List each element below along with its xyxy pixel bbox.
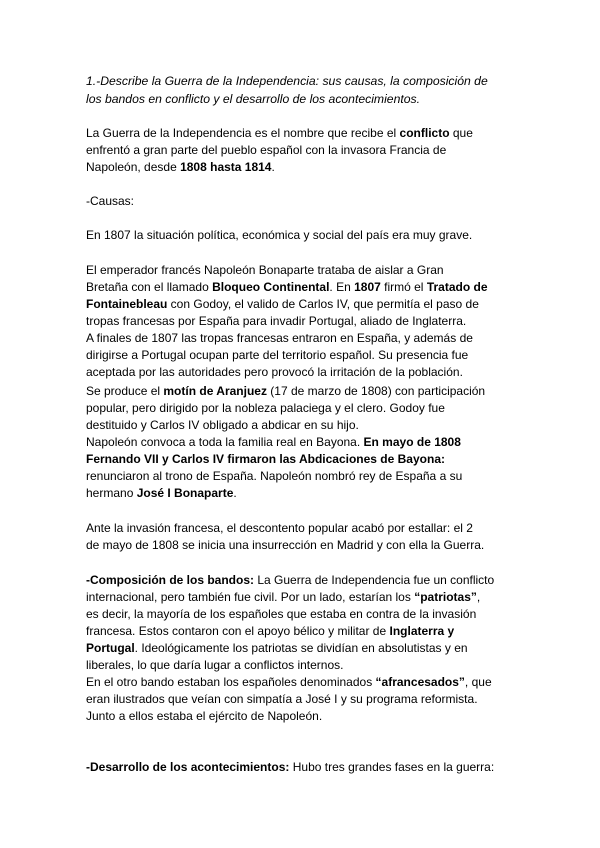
emperor-line-1: El emperador francés Napoleón Bonaparte trataba de aislar a Gran: [86, 263, 444, 277]
bandos-line-7: En el otro bando estaban los españoles denominados “afrancesados”, que: [86, 675, 492, 689]
emperor-line-3: Fontainebleau con Godoy, el valido de Carlos IV, que permitía el paso de: [86, 297, 479, 311]
emperor-line-2: Bretaña con el llamado Bloqueo Continental. En 1807 firmó el Tratado de: [86, 280, 488, 294]
bandos-line-5: Portugal. Ideológicamente los patriotas se dividían en absolutistas y en: [86, 641, 468, 655]
intro-line-2: enfrentó a gran parte del pueblo español con la invasora Francia de: [86, 143, 447, 157]
heading-line-1: 1.-Describe la Guerra de la Independencia: sus causas, la composición de: [86, 74, 488, 88]
emperor-line-13: renunciaron al trono de España. Napoleón nombró rey de España a su: [86, 469, 463, 483]
emperor-line-7: aceptada por las autoridades pero provocó la irritación de la población.: [86, 365, 463, 379]
emperor-line-12: Fernando VII y Carlos IV firmaron las Abdicaciones de Bayona:: [86, 452, 445, 466]
invasion-line-1: Ante la invasión francesa, el descontento popular acabó por estallar: el 2: [86, 521, 473, 535]
emperor-line-6: dirigirse a Portugal ocupan parte del territorio español. Su presencia fue: [86, 348, 469, 362]
heading-line-2: los bandos en conflicto y el desarrollo de los acontecimientos.: [86, 92, 420, 106]
bandos-line-3: es decir, la mayoría de los españoles que estaba en contra de la invasión: [86, 607, 477, 621]
bandos-line-8: eran ilustrados que veían con simpatía a José I y su programa reformista.: [86, 692, 478, 706]
causes-heading: -Causas:: [86, 194, 135, 208]
emperor-line-4: tropas francesas por España para invadir Portugal, aliado de Inglaterra.: [86, 314, 467, 328]
emperor-line-11: Napoleón convoca a toda la familia real en Bayona. En mayo de 1808: [86, 435, 461, 449]
desarrollo-line-1: -Desarrollo de los acontecimientos: Hubo tres grandes fases en la guerra:: [86, 760, 495, 774]
bandos-line-6: liberales, lo que daría lugar a conflictos internos.: [86, 658, 344, 672]
emperor-line-9: popular, pero dirigido por la nobleza palaciega y el clero. Godoy fue: [86, 401, 445, 415]
emperor-line-8: Se produce el motín de Aranjuez (17 de marzo de 1808) con participación: [86, 384, 486, 398]
emperor-line-14: hermano José I Bonaparte.: [86, 486, 237, 500]
bandos-line-4: francesa. Estos contaron con el apoyo bélico y militar de Inglaterra y: [86, 624, 455, 638]
invasion-line-2: de mayo de 1808 se inicia una insurrección en Madrid y con ella la Guerra.: [86, 538, 485, 552]
emperor-line-10: destituido y Carlos IV obligado a abdicar en su hijo.: [86, 418, 359, 432]
paragraph-1807: En 1807 la situación política, económica y social del país era muy grave.: [86, 228, 473, 242]
bandos-line-1: -Composición de los bandos: La Guerra de Independencia fue un conflicto: [86, 573, 495, 587]
intro-line-3: Napoleón, desde 1808 hasta 1814.: [86, 160, 275, 174]
intro-line-1: La Guerra de la Independencia es el nombre que recibe el conflicto que: [86, 126, 473, 140]
emperor-line-5: A finales de 1807 las tropas francesas entraron en España, y además de: [86, 331, 473, 345]
bandos-line-9: Junto a ellos estaba el ejército de Napoleón.: [86, 709, 323, 723]
bandos-line-2: internacional, pero también fue civil. Por un lado, estarían los “patriotas”,: [86, 590, 481, 604]
